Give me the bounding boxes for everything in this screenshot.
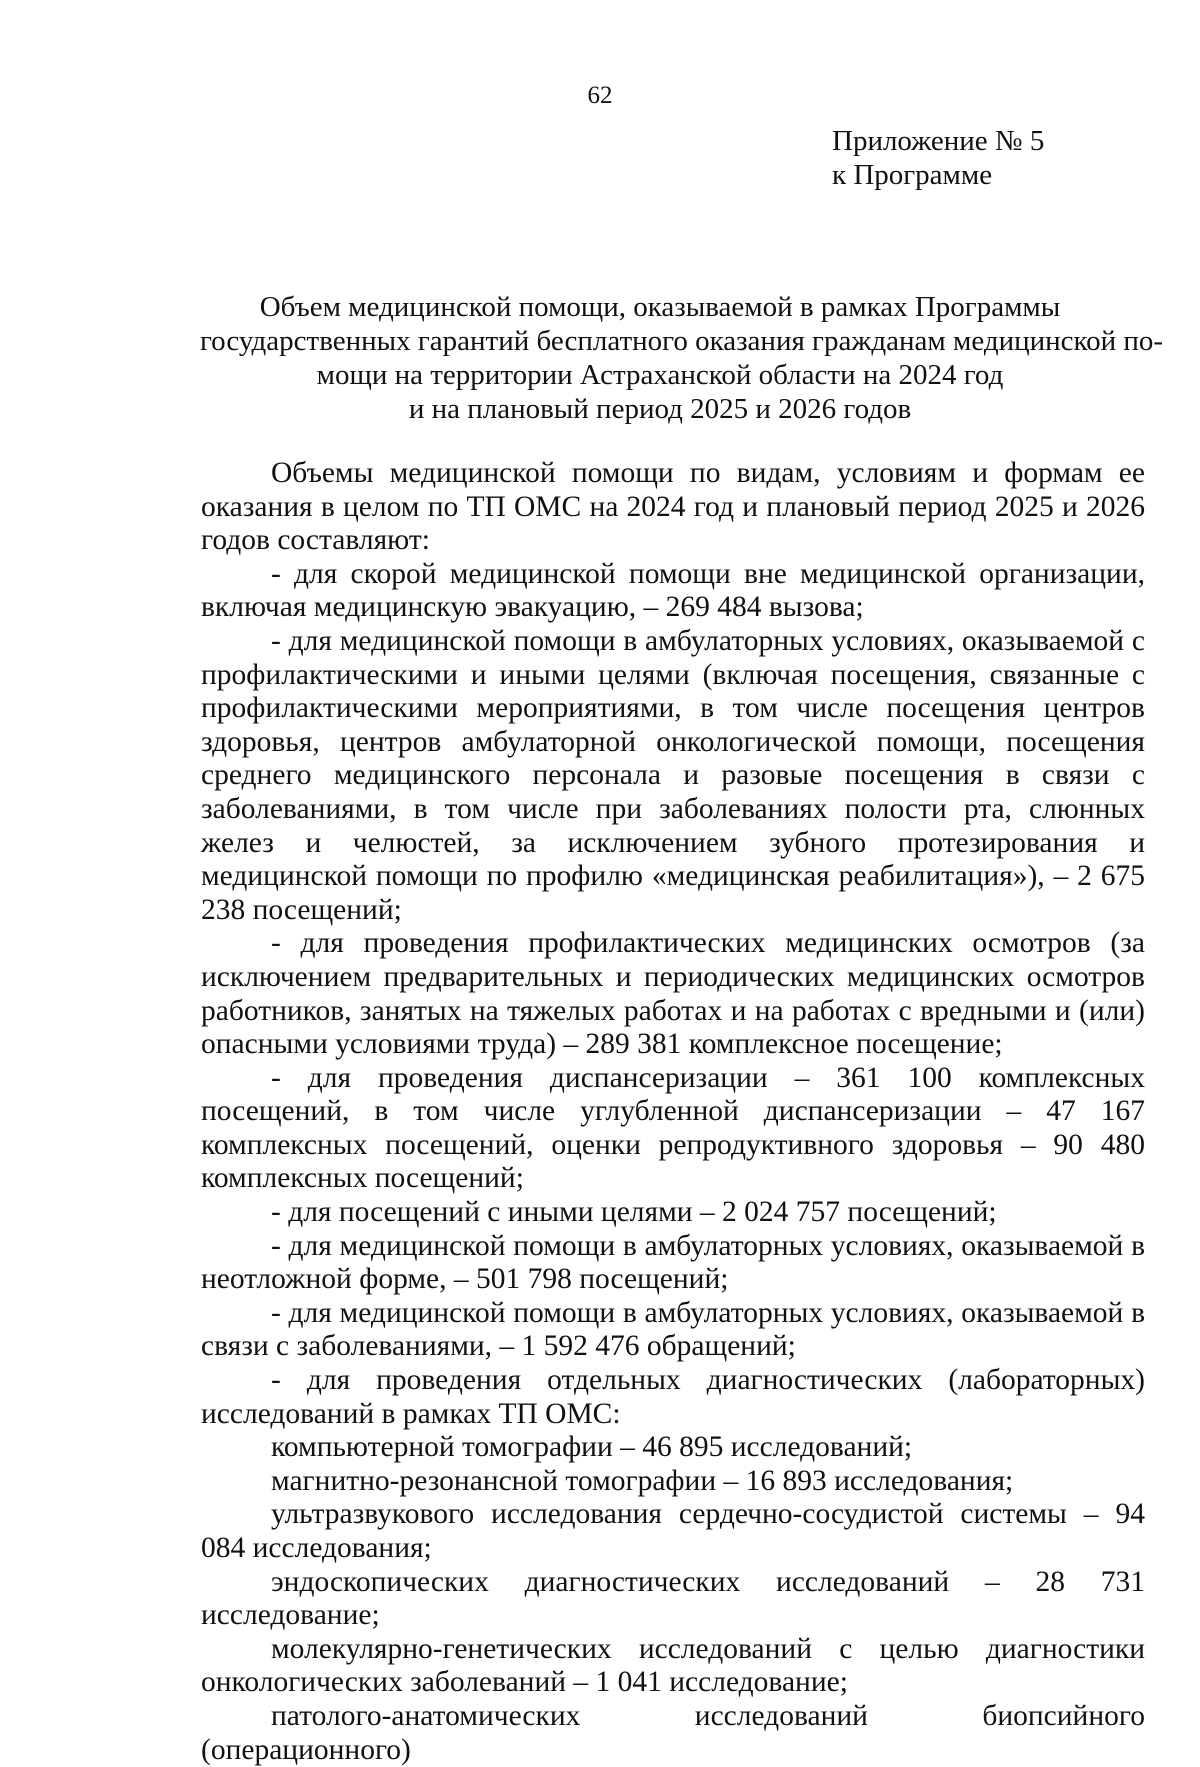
- paragraph-outpatient-preventive: - для медицинской помощи в амбулаторных условиях, оказываемой с профилактическими и иными целями (включая посещения, связанные с профилактическими мероприятиями, в том числе посещения центров здоровья, центров амбулаторной онкологической помощи, посещения среднего медицинского персонала и разовые посещения в связи с заболеваниями, в том числе при заболеваниях полости рта, слюнных желез и челюстей, за исключением зубного протезирования и медицинской помощи по профилю «медицинская реабилитация»), – 2 675 238 посещений;: [201, 624, 1145, 926]
- paragraph-other-visits: - для посещений с иными целями – 2 024 757 посещений;: [271, 1196, 997, 1229]
- page-number: 62: [587, 82, 613, 109]
- document-body: [201, 457, 1145, 1767]
- paragraph-disease-visits: - для медицинской помощи в амбулаторных условиях, оказываемой в связи с заболеваниями, – 1 592 476 обращений;: [201, 1296, 1145, 1363]
- appendix-line-1: Приложение № 5: [832, 125, 1045, 157]
- document-title: [200, 290, 1164, 426]
- appendix-reference: [832, 124, 1044, 192]
- paragraph-intro: Объемы медицинской помощи по видам, условиям и формам ее оказания в целом по ТП ОМС на 2024 год и плановый период 2025 и 2026 годов составляют:: [201, 457, 1145, 557]
- paragraph-preventive-exams: - для проведения профилактических медицинских осмотров (за исключением предварительных и периодических медицинских осмотров работников, занятых на тяжелых работах и на работах с вредными и (или) опасными условиями труда) – 289 381 комплексное посещение;: [201, 927, 1145, 1061]
- title-line-1: Объем медицинской помощи, оказываемой в рамках Программы: [259, 291, 1061, 323]
- paragraph-ultrasound: ультразвукового исследования сердечно-сосудистой системы – 94 084 исследования;: [201, 1498, 1145, 1564]
- title-line-3: мощи на территории Астраханской области на 2024 год: [316, 359, 1004, 391]
- appendix-line-2: к Программе: [832, 159, 993, 191]
- title-line-4: и на плановый период 2025 и 2026 годов: [408, 393, 912, 425]
- paragraph-emergency-care: - для скорой медицинской помощи вне медицинской организации, включая медицинскую эвакуацию, – 269 484 вызова;: [201, 557, 1145, 624]
- paragraph-urgent-care: - для медицинской помощи в амбулаторных условиях, оказываемой в неотложной форме, – 501 798 посещений;: [201, 1229, 1145, 1296]
- paragraph-dispensarization: - для проведения диспансеризации – 361 100 комплексных посещений, в том числе углубленной диспансеризации – 47 167 комплексных посещений, оценки репродуктивного здоровья – 90 480 комплексных посещений;: [201, 1061, 1145, 1195]
- paragraph-endoscopy: эндоскопических диагностических исследований – 28 731 исследование;: [201, 1565, 1145, 1632]
- paragraph-mri: магнитно-резонансной томографии – 16 893 исследования;: [271, 1464, 1014, 1497]
- paragraph-diagnostic-tests: - для проведения отдельных диагностических (лабораторных) исследований в рамках ТП ОМС:: [201, 1364, 1145, 1430]
- paragraph-pathology: патолого-анатомических исследований биопсийного (операционного): [201, 1699, 1145, 1766]
- paragraph-molecular-genetic: молекулярно-генетических исследований с целью диагностики онкологических заболеваний – 1 041 исследование;: [201, 1632, 1145, 1699]
- title-line-2: государственных гарантий бесплатного оказания гражданам медицинской по-: [200, 325, 1164, 357]
- paragraph-ct: компьютерной томографии – 46 895 исследований;: [271, 1431, 913, 1464]
